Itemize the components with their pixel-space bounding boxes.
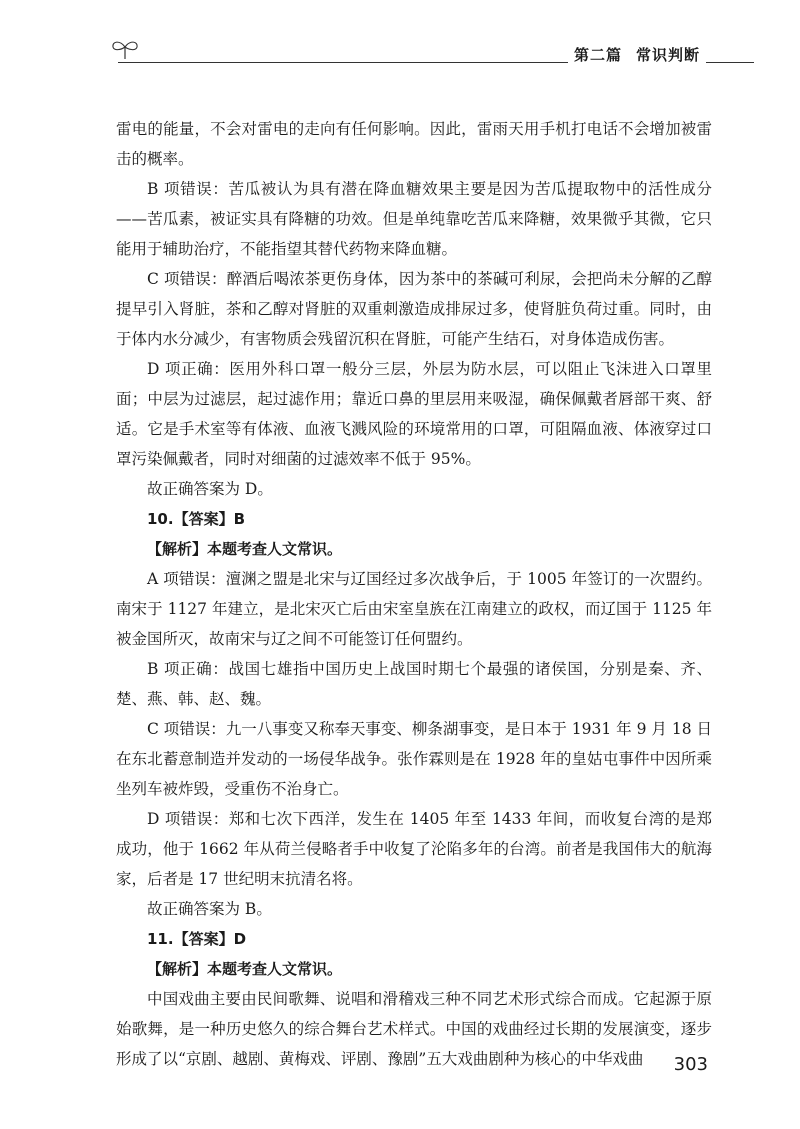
paragraph: C 项错误：九一八事变又称奉天事变、柳条湖事变，是日本于 1931 年 9 月 18 日在东北蓄意制造并发动的一场侵华战争。张作霖则是在 1928 年的皇姑屯事件中因所乘坐列车被炸毁，受重伤不治身亡。 [116,720,712,798]
page-header [108,38,754,72]
sprout-icon [108,38,142,60]
analysis-heading: 【解析】本题考查人文常识。 [147,540,343,558]
paragraph: 雷电的能量，不会对雷电的走向有任何影响。因此，雷雨天用手机打电话不会增加被雷击的概率。 [116,120,712,168]
paragraph: B 项错误：苦瓜被认为具有潜在降血糖效果主要是因为苦瓜提取物中的活性成分——苦瓜素，被证实具有降糖的功效。但是单纯靠吃苦瓜来降糖，效果微乎其微，它只能用于辅助治疗，不能指望其替代药物来降血糖。 [116,180,712,258]
paragraph: 故正确答案为 D。 [147,480,273,498]
answer-heading: 10.【答案】B [147,510,246,528]
section-name: 常识判断 [635,46,700,64]
paragraph: D 项错误：郑和七次下西洋，发生在 1405 年至 1433 年间，而收复台湾的是郑成功，他于 1662 年从荷兰侵略者手中收复了沦陷多年的台湾。前者是我国伟大的航海家，后者是 17 世纪明末抗清名将。 [116,810,712,888]
answer-heading: 11.【答案】D [147,930,247,948]
paragraph: 故正确答案为 B。 [147,900,272,918]
page-number: 303 [673,1054,708,1075]
paragraph: C 项错误：醉酒后喝浓茶更伤身体，因为茶中的茶碱可利尿，会把尚未分解的乙醇提早引入肾脏，茶和乙醇对肾脏的双重刺激造成排尿过多，使肾脏负荷过重。同时，由于体内水分减少，有害物质会残留沉积在肾脏，可能产生结石，对身体造成伤害。 [116,270,712,348]
section-title [568,44,706,65]
paragraph: B 项正确：战国七雄指中国历史上战国时期七个最强的诸侯国，分别是秦、齐、楚、燕、韩、赵、魏。 [116,660,712,708]
paragraph: A 项错误：澶渊之盟是北宋与辽国经过多次战争后，于 1005 年签订的一次盟约。南宋于 1127 年建立，是北宋灭亡后由宋室皇族在江南建立的政权，而辽国于 1125 年被金国所灭，故南宋与辽之间不可能签订任何盟约。 [116,570,712,648]
part-label: 第二篇 [573,46,622,64]
paragraph: D 项正确：医用外科口罩一般分三层，外层为防水层，可以阻止飞沫进入口罩里面；中层为过滤层，起过滤作用；靠近口鼻的里层用来吸湿，确保佩戴者唇部干爽、舒适。它是手术室等有体液、血液飞溅风险的环境常用的口罩，可阻隔血液、体液穿过口罩污染佩戴者，同时对细菌的过滤效率不低于 95%。 [116,360,712,468]
paragraph: 中国戏曲主要由民间歌舞、说唱和滑稽戏三种不同艺术形式综合而成。它起源于原始歌舞，是一种历史悠久的综合舞台艺术样式。中国的戏曲经过长期的发展演变，逐步形成了以“京剧、越剧、黄梅戏、评剧、豫剧”五大戏曲剧种为核心的中华戏曲 [116,990,712,1068]
analysis-heading: 【解析】本题考查人文常识。 [147,960,343,978]
body-text [116,114,712,1074]
